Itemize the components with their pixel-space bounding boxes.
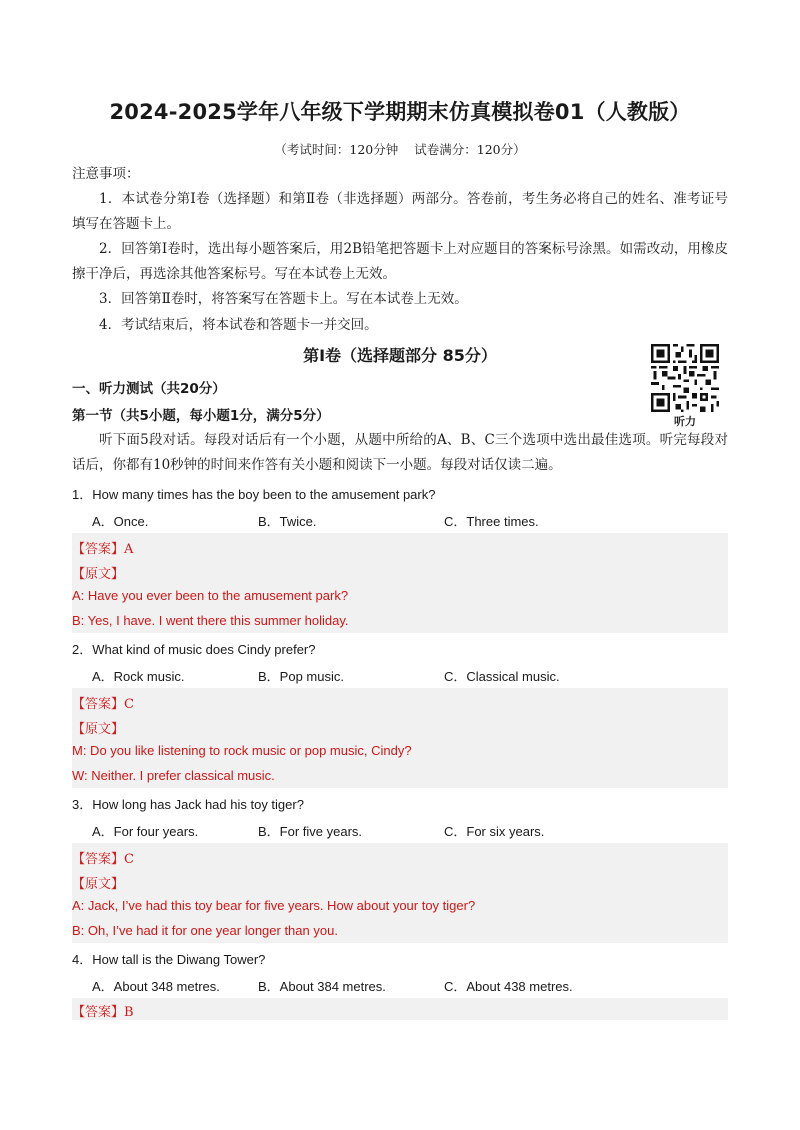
exam-score: 试卷满分：120分）: [414, 142, 526, 157]
question-1-answer: 【答案】A: [72, 542, 134, 557]
question-2-stem: 2．What kind of music does Cindy prefer?: [72, 642, 316, 657]
section-title: 第Ⅰ卷（选择题部分 85分）: [303, 346, 497, 365]
qr-code-icon: [651, 344, 719, 412]
question-3-option-c: C．For six years.: [444, 824, 545, 839]
question-3-stem: 3．How long has Jack had his toy tiger?: [72, 797, 304, 812]
exam-title: 2024-2025学年八年级下学期期末仿真模拟卷01（人教版）: [109, 100, 691, 124]
question-1-option-a: A．Once.: [92, 514, 149, 529]
question-3-answer: 【答案】C: [72, 852, 134, 867]
question-2-transcript-line-1: M: Do you like listening to rock music or pop music, Cindy?: [72, 743, 412, 758]
question-3-transcript-line-1: A: Jack, I’ve had this toy bear for five years. How about your toy tiger?: [72, 898, 476, 913]
notes-heading: 注意事项：: [72, 166, 140, 182]
question-2-option-c: C．Classical music.: [444, 669, 560, 684]
question-3-option-a: A．For four years.: [92, 824, 199, 839]
question-4-answer: 【答案】B: [72, 1005, 134, 1020]
question-3-answer-block: [72, 843, 728, 943]
question-4-stem: 4．How tall is the Diwang Tower?: [72, 952, 266, 967]
note-item-4: 4．考试结束后，将本试卷和答题卡一并交回。: [99, 317, 378, 333]
question-4-answer-block: [72, 998, 728, 1020]
note-item-3: 3．回答第Ⅱ卷时，将答案写在答题卡上。写在本试卷上无效。: [99, 291, 468, 307]
question-3-option-b: B．For five years.: [258, 824, 363, 839]
exam-time: （考试时间：120分钟: [274, 142, 399, 157]
question-1-source-label: 【原文】: [72, 567, 125, 582]
question-1-option-b: B．Twice.: [258, 514, 317, 529]
question-4-option-a: A．About 348 metres.: [92, 979, 220, 994]
subpart-heading: 第一节（共5小题，每小题1分，满分5分）: [72, 408, 330, 424]
question-1-option-c: C．Three times.: [444, 514, 539, 529]
question-2-answer: 【答案】C: [72, 697, 134, 712]
question-1-stem: 1．How many times has the boy been to the amusement park?: [72, 487, 436, 502]
note-item-2: 2．回答第Ⅰ卷时，选出每小题答案后，用2B铅笔把答题卡上对应题目的答案标号涂黑。如需改动，用橡皮擦干净后，再选涂其他答案标号。写在本试卷上无效。: [72, 241, 728, 282]
question-4-option-b: B．About 384 metres.: [258, 979, 386, 994]
question-1-answer-block: [72, 533, 728, 633]
exam-subtitle: [0, 140, 800, 158]
qr-label: 听力: [674, 415, 696, 428]
question-3-source-label: 【原文】: [72, 877, 125, 892]
question-1-transcript-line-1: A: Have you ever been to the amusement park?: [72, 588, 349, 603]
question-2-transcript-line-2: W: Neither. I prefer classical music.: [72, 768, 275, 783]
listening-instructions: 听下面5段对话。每段对话后有一个小题，从题中所给的A、B、C三个选项中选出最佳选项。听完每段对话后，你都有10秒钟的时间来作答有关小题和阅读下一小题。每段对话仅读二遍。: [72, 432, 728, 473]
question-4-option-c: C．About 438 metres.: [444, 979, 573, 994]
question-1-transcript-line-2: B: Yes, I have. I went there this summer holiday.: [72, 613, 349, 628]
question-2-option-b: B．Pop music.: [258, 669, 344, 684]
question-2-answer-block: [72, 688, 728, 788]
question-2-option-a: A．Rock music.: [92, 669, 185, 684]
question-2-source-label: 【原文】: [72, 722, 125, 737]
note-item-1: 1．本试卷分第Ⅰ卷（选择题）和第Ⅱ卷（非选择题）两部分。答卷前，考生务必将自己的姓名、准考证号填写在答题卡上。: [72, 191, 728, 232]
part-heading: 一、听力测试（共20分）: [72, 381, 226, 397]
question-3-transcript-line-2: B: Oh, I’ve had it for one year longer than you.: [72, 923, 338, 938]
